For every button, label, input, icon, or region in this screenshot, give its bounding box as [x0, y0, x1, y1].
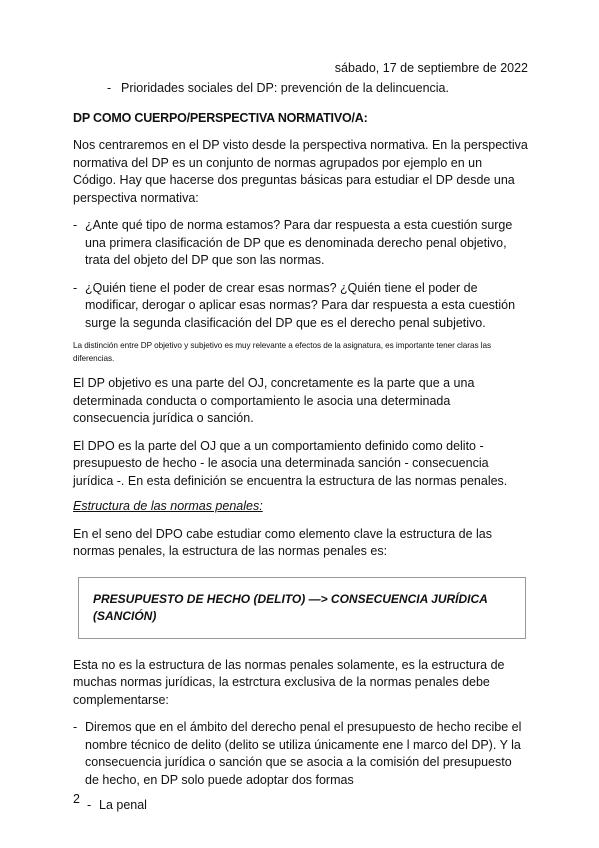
list-item-text: Prioridades sociales del DP: prevención de la delincuencia. — [121, 81, 449, 95]
paragraph-complemento: Esta no es la estructura de las normas penales solamente, es la estructura de muchas normas jurídicas, la estrctura exclusiva de la normas penales debe complementarse: — [73, 657, 505, 707]
list-item-text: La penal — [99, 798, 147, 812]
page-content — [73, 80, 528, 815]
list-item-text: Diremos que en el ámbito del derecho penal el presupuesto de hecho recibe el nombre técnico de delito (delito se utiliza únicamente ene l marco del DP). Y la consecuencia jurídica o sanción que se asocia a la comisión del presupuesto de hecho, en DP solo puede adoptar dos formas — [85, 720, 522, 787]
list-dash: - — [73, 720, 78, 734]
list-dash: - — [73, 218, 78, 232]
list-dash: - — [73, 280, 78, 295]
list-dash: - — [107, 81, 112, 95]
list-dash: - — [87, 798, 92, 812]
list-item-text: ¿Quién tiene el poder de crear esas normas? ¿Quién tiene el poder de modificar, derogar o aplicar esas normas? Para dar respuesta a esta cuestión surge la segunda clasificación del DP que es el derecho penal subjetivo. — [85, 280, 516, 330]
list-item-top — [107, 80, 528, 98]
structure-box: PRESUPUESTO DE HECHO (DELITO) —> CONSECUENCIA JURÍDICA (SANCIÓN) — [78, 577, 526, 639]
paragraph-dp-objetivo: El DP objetivo es una parte del OJ, concretamente es la parte que a una determinada conducta o comportamiento le asocia una determinada consecuencia jurídica o sanción. — [73, 376, 475, 425]
note-text: La distinción entre DP objetivo y subjetivo es muy relevante a efectos de la asignatura, es importante tener claras las diferencias. — [73, 341, 492, 363]
subsection-title: Estructura de las normas penales: — [73, 499, 263, 513]
page-number: 2 — [73, 792, 80, 806]
sub-list-item-penal — [87, 797, 528, 815]
paragraph-estructura: En el seno del DPO cabe estudiar como elemento clave la estructura de las normas penales, la estructura de las normas penales es: — [73, 526, 492, 558]
list-item-question-2 — [73, 280, 528, 333]
section-heading: DP COMO CUERPO/PERSPECTIVA NORMATIVO/A: — [73, 110, 368, 125]
list-item-text: ¿Ante qué tipo de norma estamos? Para dar respuesta a esta cuestión surge una primera clasificación de DP que es denominada derecho penal objetivo, trata del objeto del DP que son las normas. — [85, 218, 513, 267]
list-item-question-1 — [73, 217, 528, 270]
intro-paragraph: Nos centraremos en el DP visto desde la perspectiva normativa. En la perspectiva normativa del DP es un conjunto de normas agrupados por ejemplo en un Código. Hay que hacerse dos preguntas básicas para estudiar el DP desde una perspectiva normativa: — [73, 138, 528, 205]
list-item-final — [73, 719, 528, 789]
header-date: sábado, 17 de septiembre de 2022 — [334, 61, 528, 75]
paragraph-dpo: El DPO es la parte del OJ que a un comportamiento definido como delito - presupuesto de hecho - le asocia una determinada sanción - consecuencia jurídica -. En esta definición se encuentra la estructura de las normas penales. — [73, 438, 508, 488]
